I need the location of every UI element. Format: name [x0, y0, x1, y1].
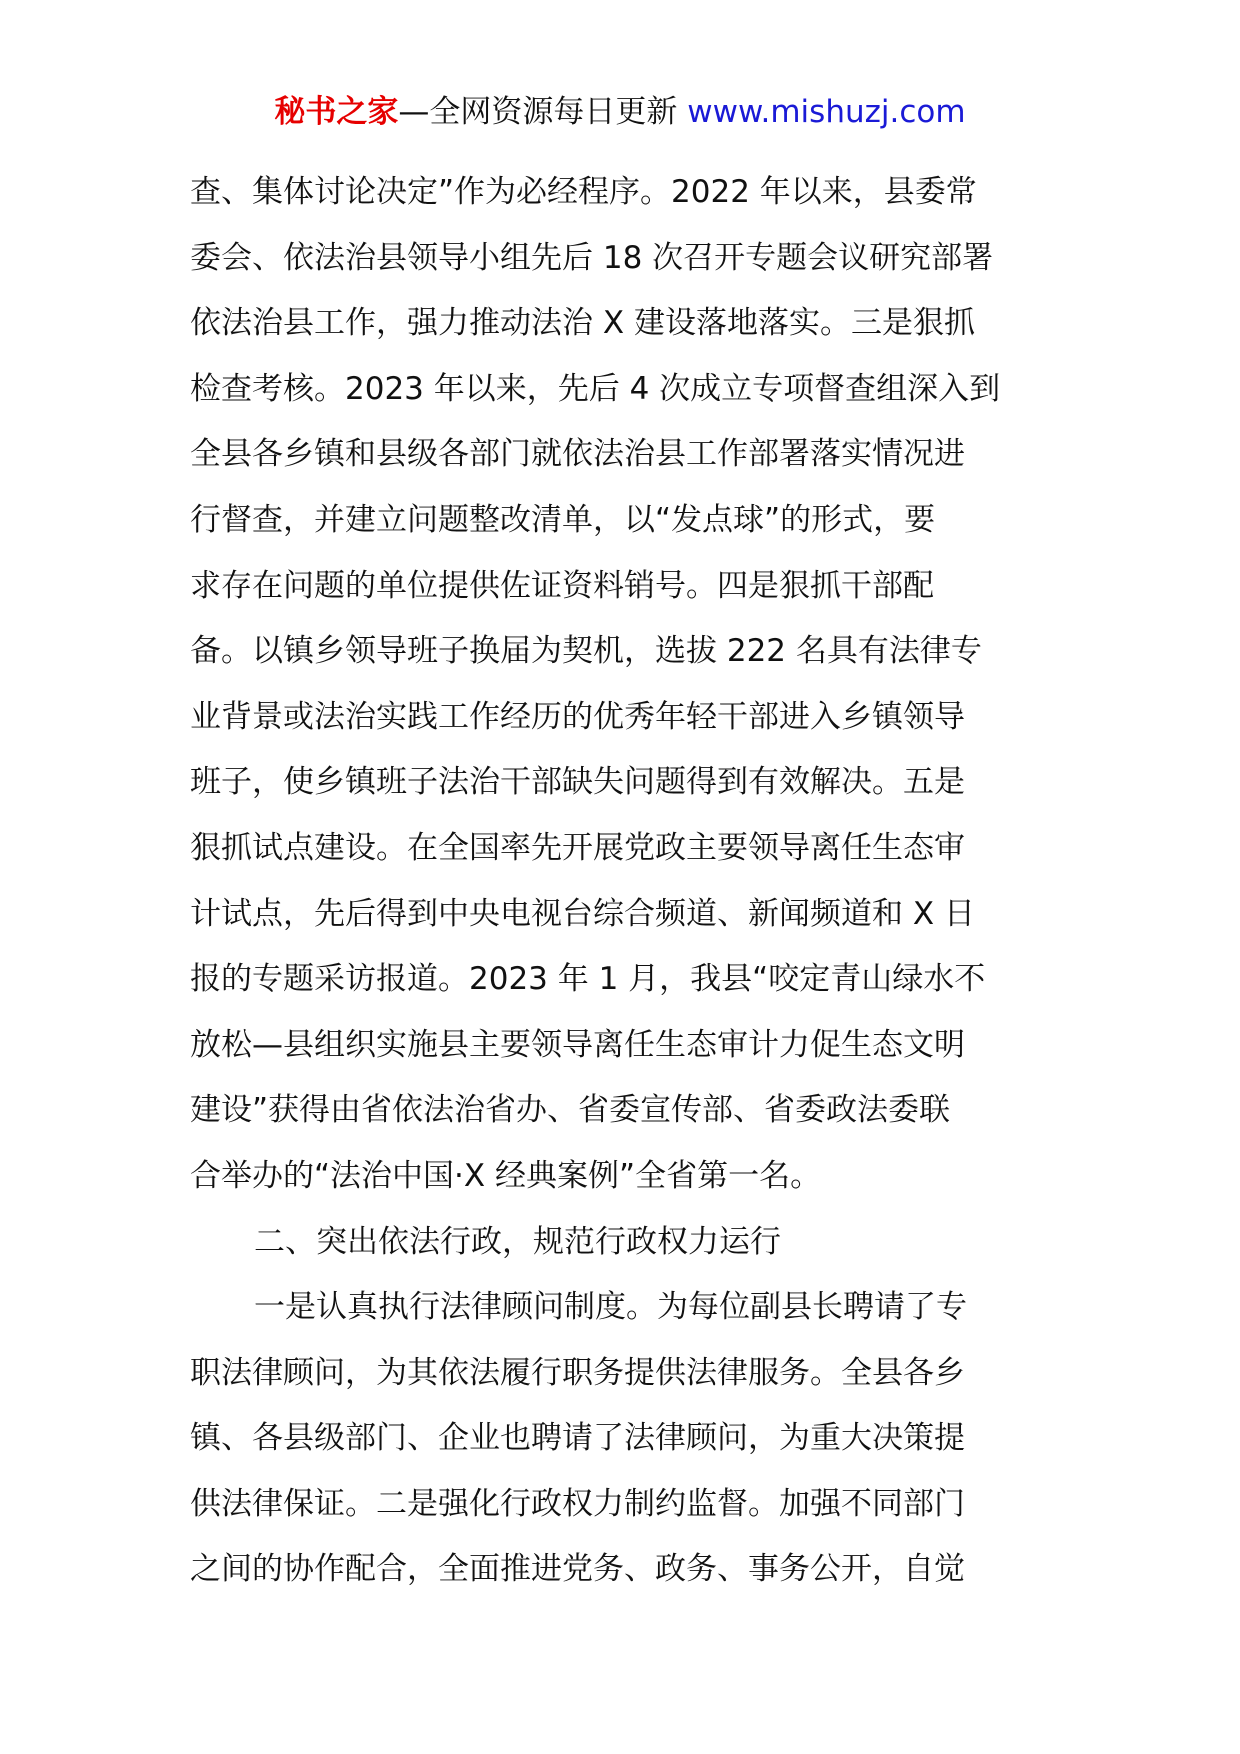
section-heading: 二、突出依法行政，规范行政权力运行 [254, 1223, 781, 1260]
text-line: 班子，使乡镇班子法治干部缺失问题得到有效解决。五是 [190, 764, 965, 801]
text-line: 行督查，并建立问题整改清单，以“发点球”的形式，要 [190, 501, 936, 538]
header-tagline: —全网资源每日更新 [398, 94, 688, 130]
text-line: 求存在问题的单位提供佐证资料销号。四是狠抓干部配 [190, 567, 934, 604]
text-line: 计试点，先后得到中央电视台综合频道、新闻频道和 X 日 [190, 895, 975, 932]
text-line: 职法律顾问，为其依法履行职务提供法律服务。全县各乡 [190, 1354, 965, 1391]
text-line: 供法律保证。二是强化行政权力制约监督。加强不同部门 [190, 1485, 965, 1522]
text-line: 业背景或法治实践工作经历的优秀年轻干部进入乡镇领导 [190, 698, 965, 735]
page-header [0, 92, 1240, 132]
text-line: 建设”获得由省依法治省办、省委宣传部、省委政法委联 [190, 1092, 951, 1129]
text-line: 报的专题采访报道。2023 年 1 月，我县“咬定青山绿水不 [190, 961, 986, 998]
paragraph-first-line: 一是认真执行法律顾问制度。为每位副县长聘请了专 [254, 1289, 967, 1326]
text-line: 检查考核。2023 年以来，先后 4 次成立专项督查组深入到 [190, 370, 1001, 407]
text-line: 委会、依法治县领导小组先后 18 次召开专题会议研究部署 [190, 239, 994, 276]
text-line: 镇、各县级部门、企业也聘请了法律顾问，为重大决策提 [190, 1420, 965, 1457]
text-line: 狠抓试点建设。在全国率先开展党政主要领导离任生态审 [190, 829, 965, 866]
text-line: 之间的协作配合，全面推进党务、政务、事务公开，自觉 [190, 1551, 965, 1588]
text-line: 备。以镇乡领导班子换届为契机，选拔 222 名具有法律专 [190, 633, 982, 670]
website-url[interactable]: www.mishuzj.com [687, 94, 966, 130]
text-line: 依法治县工作，强力推动法治 X 建设落地落实。三是狠抓 [190, 305, 975, 342]
text-line: 合举办的“法治中国·X 经典案例”全省第一名。 [190, 1157, 822, 1194]
brand-name: 秘书之家 [274, 94, 399, 130]
document-body [190, 160, 1070, 1603]
text-line: 放松—县组织实施县主要领导离任生态审计力促生态文明 [190, 1026, 965, 1063]
text-line: 全县各乡镇和县级各部门就依法治县工作部署落实情况进 [190, 436, 965, 473]
text-line: 查、集体讨论决定”作为必经程序。2022 年以来，县委常 [190, 174, 977, 210]
